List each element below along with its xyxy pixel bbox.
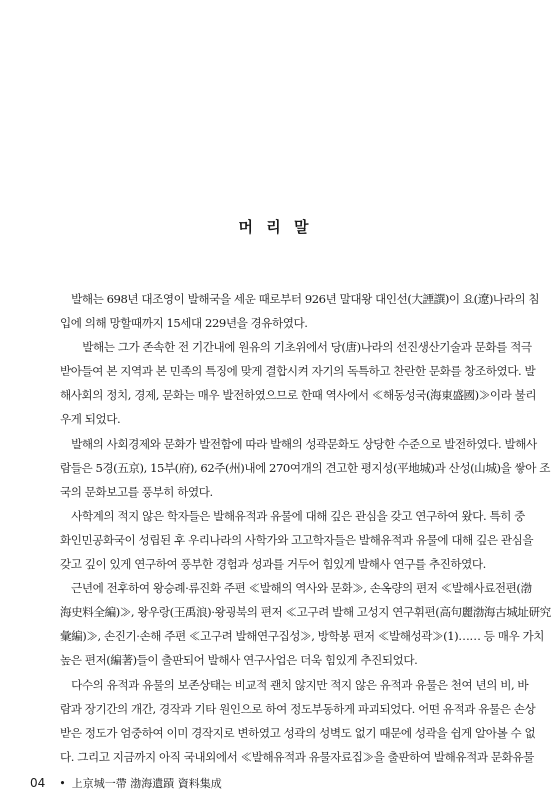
paragraph [60, 287, 540, 335]
text-line: 다수의 유적과 유물의 보존상태는 비교적 괜치 않지만 적지 않은 유적과 유물은 천여 년의 비, 바 [60, 677, 529, 692]
text-line: 람들은 5경(五京), 15부(府), 62주(州)내에 270여개의 견고한 평지성(平地城)과 산성(山城)을 쌓아 조 [60, 460, 551, 475]
text-line: 海史料全編)≫, 왕우랑(王禹浪)·왕굉북의 편저 ≪고구려 발해 고성지 연구휘편(高句麗渤海古城址研究 [60, 605, 551, 620]
book-title: 上京城一帶 渤海遺蹟 資料集成 [71, 777, 222, 790]
text-line: 근년에 전후하여 왕승례·류진화 주편 ≪발해의 역사와 문화≫, 손옥량의 편저 ≪발해사료전편(渤 [60, 581, 532, 596]
footer-bullet: • [59, 776, 66, 790]
text-line: 발해는 698년 대조영이 발해국을 세운 때로부터 926년 말대왕 대인선(大諲譔)이 요(遼)나라의 침 [60, 292, 540, 306]
text-line: 발해는 그가 존속한 전 기간내에 원유의 기초위에서 당(唐)나라의 선진생산기술과 문화를 적극 [60, 340, 532, 355]
text-line: 갖고 깊이 있게 연구하여 풍부한 경험과 성과를 거두어 힘있게 발해사 연구를 추진하였다. [60, 557, 486, 572]
page-title: 머 리 말 [238, 218, 313, 236]
text-line: 받은 정도가 엄중하여 이미 경작지로 변하였고 성곽의 성벽도 없기 때문에 성곽을 쉽게 알아볼 수 없 [60, 725, 536, 740]
text-line: 람과 장기간의 개간, 경작과 기타 원인으로 하여 정도부동하게 파괴되었다. 어떤 유적과 유물은 손상 [60, 701, 536, 716]
text-line: 발해의 사회경제와 문화가 발전함에 따라 발해의 성곽문화도 상당한 수준으로 발전하였다. 발해사 [60, 436, 537, 451]
text-line: 높은 편저(編著)들이 출판되어 발해사 연구사업은 더욱 힘있게 추진되었다. [60, 653, 418, 668]
text-line: 화인민공화국이 성립된 후 우리나라의 사학가와 고고학자들은 발해유적과 유물에 대해 깊은 관심을 [60, 532, 534, 547]
text-line: 다. 그리고 지금까지 아직 국내외에서 ≪발해유적과 유물자료집≫을 출판하여 발해유적과 문화유물 [60, 749, 534, 764]
paragraph [60, 673, 536, 769]
text-line: 사학계의 적지 않은 학자들은 발해유적과 유물에 대해 깊은 관심을 갖고 연구하여 왔다. 특히 중 [60, 508, 525, 523]
text-line: 해사회의 정치, 경제, 문화는 매우 발전하였으므로 한때 역사에서 ≪해동성국(海東盛國)≫이라 불리 [60, 388, 537, 403]
text-line: 국의 문화보고를 풍부히 하였다. [60, 484, 213, 499]
text-line: 받아들여 본 지역과 본 민족의 특징에 맞게 결합시켜 자기의 독특하고 찬란한 문화를 창조하였다. 발 [60, 364, 536, 379]
paragraph [60, 504, 534, 576]
paragraph [60, 432, 551, 504]
page-number: 04 [30, 776, 46, 790]
paragraph [60, 335, 537, 431]
paragraph [60, 576, 551, 672]
text-line: 입에 의해 망할때까지 15세대 229년을 경유하였다. [60, 316, 308, 331]
body-text [60, 287, 551, 769]
text-line: 우게 되었다. [60, 412, 121, 427]
page-footer [30, 775, 510, 791]
text-line: 彙編)≫, 손진기·손해 주편 ≪고구려 발해연구집성≫, 방학봉 편저 ≪발해성곽≫(1)…… 등 매우 가치 [60, 629, 544, 644]
